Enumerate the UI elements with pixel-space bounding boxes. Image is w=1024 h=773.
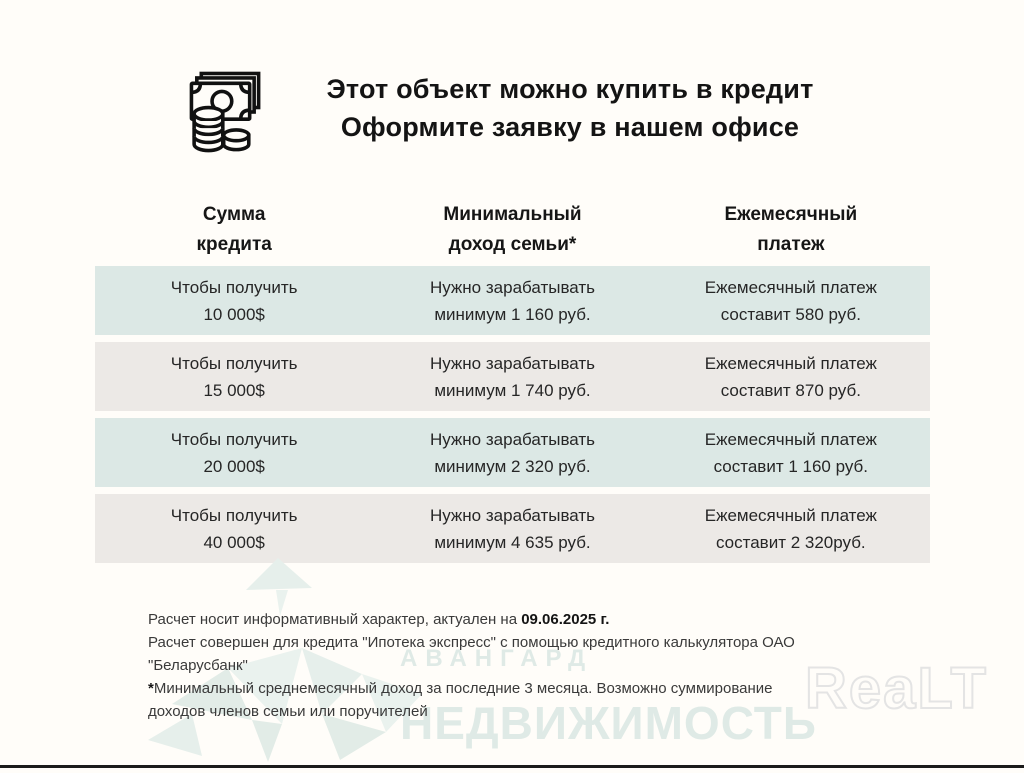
credit-sum-cell — [95, 502, 373, 556]
footnote-asterisk: * — [148, 680, 154, 697]
monthly-payment-cell — [652, 502, 930, 556]
cell-line: Ежемесячный платеж — [704, 277, 877, 297]
cell-line: Нужно зарабатывать — [429, 429, 596, 449]
cell-line: составит 2 320руб. — [715, 532, 866, 552]
monthly-payment-cell — [652, 274, 930, 328]
agency-watermark-line1: АВАНГАРД — [400, 645, 594, 672]
disclaimer-line-text: Расчет носит информативный характер, актуален на — [148, 611, 518, 628]
table-row — [95, 266, 930, 335]
header-line: Минимальный — [443, 204, 582, 225]
cell-line: 10 000$ — [203, 304, 265, 324]
header-line: Ежемесячный — [724, 204, 858, 225]
title-line-2: Оформите заявку в нашем офисе — [340, 112, 800, 142]
cell-line: минимум 1 740 руб. — [434, 380, 591, 400]
disclaimer-line: доходов членов семьи или поручителей — [148, 703, 428, 720]
column-header-monthly-payment — [652, 200, 930, 260]
min-income-cell — [373, 274, 651, 328]
monthly-payment-cell — [652, 350, 930, 404]
min-income-cell — [373, 502, 651, 556]
cell-line: Ежемесячный платеж — [704, 505, 877, 525]
cell-line: 20 000$ — [203, 456, 265, 476]
cell-line: 40 000$ — [203, 532, 265, 552]
disclaimer-line: "Беларусбанк" — [148, 657, 248, 674]
disclaimer-line-text: Минимальный среднемесячный доход за последние 3 месяца. Возможно суммирование — [153, 680, 773, 697]
table-row — [95, 342, 930, 411]
credit-sum-cell — [95, 274, 373, 328]
table-row — [95, 418, 930, 487]
table-header — [95, 200, 930, 260]
column-header-min-income — [373, 200, 651, 260]
table-body — [95, 266, 930, 563]
cell-line: минимум 2 320 руб. — [434, 456, 591, 476]
title-line-1: Этот объект можно купить в кредит — [326, 74, 814, 104]
cell-line: Чтобы получить — [170, 277, 298, 297]
column-header-credit-sum — [95, 200, 373, 260]
credit-sum-cell — [95, 350, 373, 404]
cell-line: минимум 4 635 руб. — [434, 532, 591, 552]
page-title — [240, 70, 900, 146]
cell-line: Чтобы получить — [170, 353, 298, 373]
header-line: кредита — [196, 234, 272, 255]
disclaimer-date: 09.06.2025 г. — [521, 611, 610, 628]
agency-watermark-line2: НЕДВИЖИМОСТЬ — [400, 697, 817, 749]
header-line: Сумма — [202, 204, 266, 225]
monthly-payment-cell — [652, 426, 930, 480]
cell-line: Чтобы получить — [170, 429, 298, 449]
cell-line: составит 870 руб. — [720, 380, 861, 400]
disclaimer-text — [148, 608, 888, 723]
disclaimer-line — [148, 677, 888, 700]
cell-line: Чтобы получить — [170, 505, 298, 525]
cell-line: Нужно зарабатывать — [429, 353, 596, 373]
realt-watermark: ReaLT — [805, 656, 988, 721]
header-line: доход семьи* — [448, 234, 577, 255]
cell-line: минимум 1 160 руб. — [434, 304, 591, 324]
cell-line: составит 1 160 руб. — [713, 456, 869, 476]
cell-line: Нужно зарабатывать — [429, 277, 596, 297]
cell-line: Ежемесячный платеж — [704, 353, 877, 373]
disclaimer-line — [148, 608, 888, 631]
cell-line: 15 000$ — [203, 380, 265, 400]
cell-line: составит 580 руб. — [720, 304, 861, 324]
header-line: платеж — [757, 234, 825, 255]
credit-sum-cell — [95, 426, 373, 480]
disclaimer-line: Расчет совершен для кредита "Ипотека экспресс" с помощью кредитного калькулятора ОАО — [148, 634, 795, 651]
min-income-cell — [373, 350, 651, 404]
cell-line: Ежемесячный платеж — [704, 429, 877, 449]
cell-line: Нужно зарабатывать — [429, 505, 596, 525]
min-income-cell — [373, 426, 651, 480]
table-row — [95, 494, 930, 563]
